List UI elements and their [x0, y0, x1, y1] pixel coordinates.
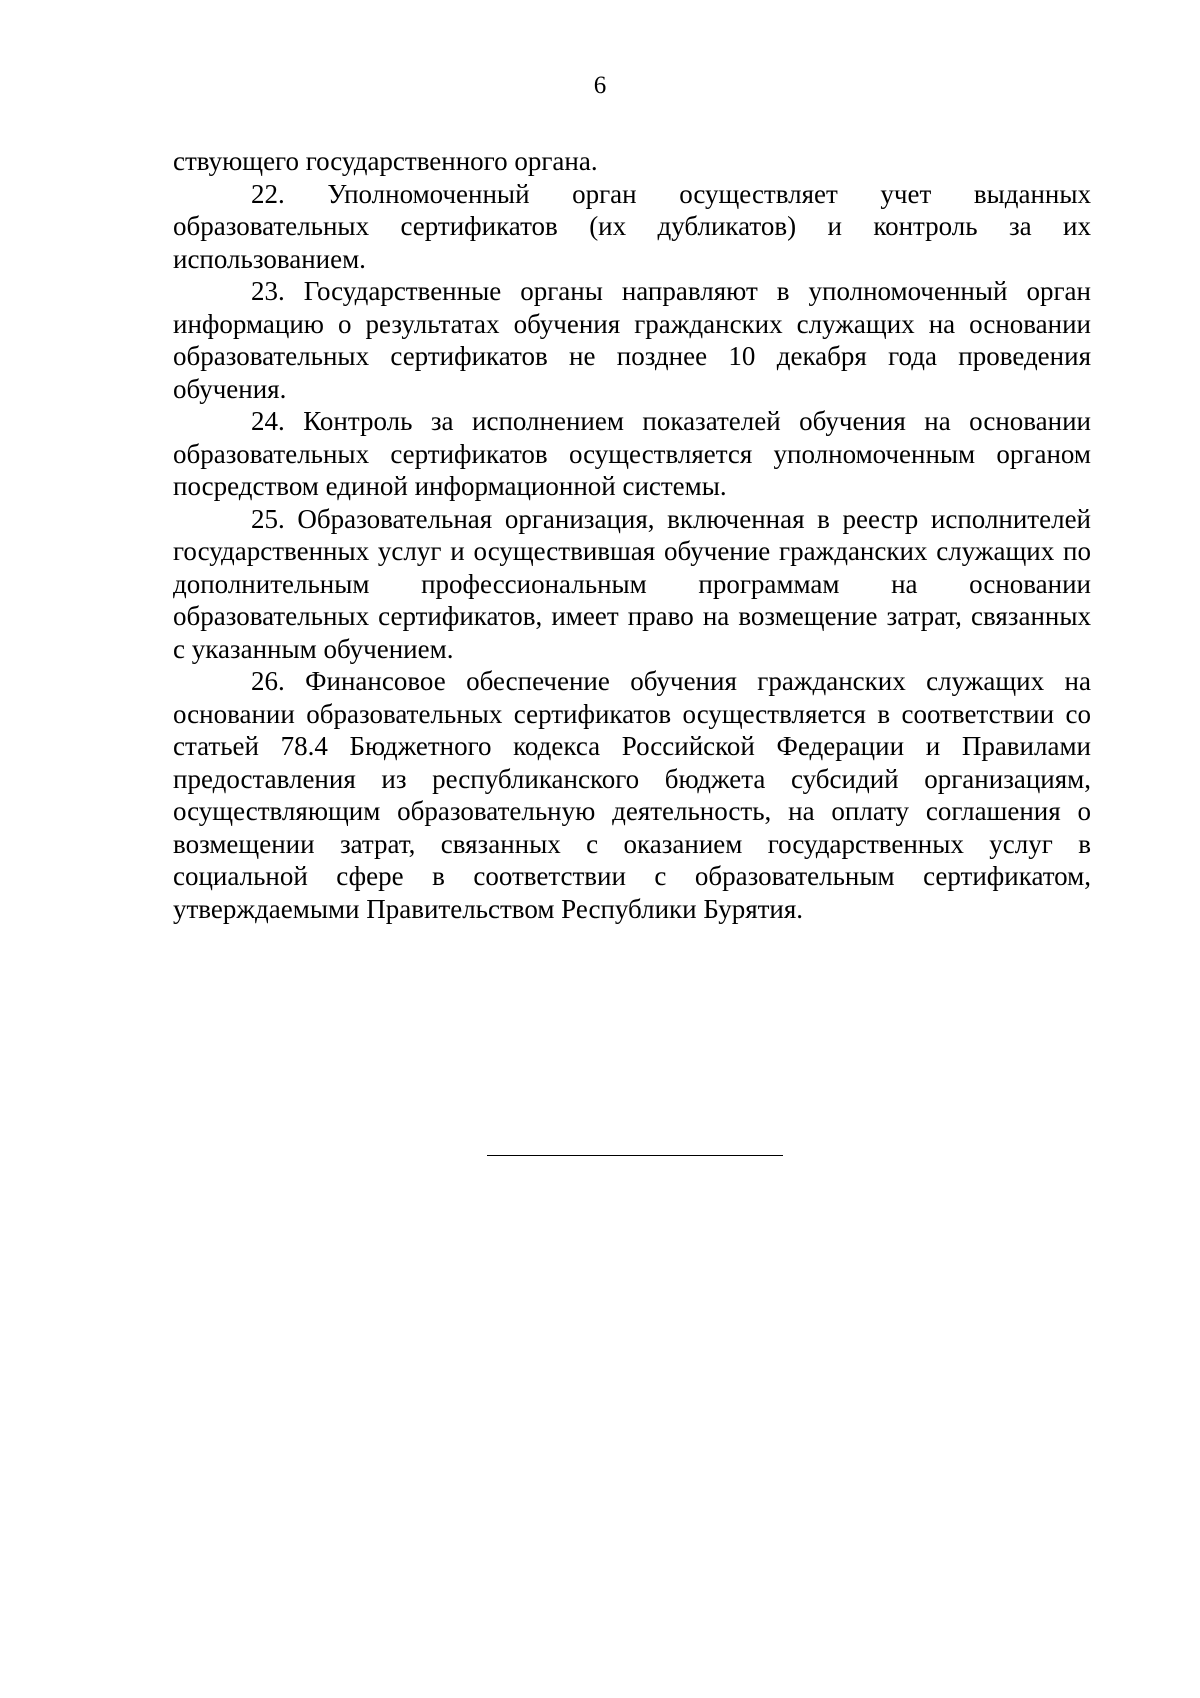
- paragraph-23: 23. Государственные органы направляют в уполномоченный орган информацию о результатах обучения гражданских служащих на основании образовательных сертификатов не позднее 10 декабря года проведения обучения.: [173, 276, 1091, 404]
- page-number: 6: [593, 72, 607, 99]
- end-of-document-rule: [487, 1155, 783, 1156]
- paragraph-22: 22. Уполномоченный орган осуществляет учет выданных образовательных сертификатов (их дубликатов) и контроль за их использованием.: [173, 178, 1091, 274]
- paragraph-24: 24. Контроль за исполнением показателей обучения на основании образовательных сертификатов осуществляется уполномоченным органом посредством единой информационной системы.: [173, 406, 1091, 501]
- document-body: [173, 145, 1091, 925]
- paragraph-continuation: ствующего государственного органа.: [173, 146, 598, 176]
- paragraph-26: 26. Финансовое обеспечение обучения гражданских служащих на основании образовательных сертификатов осуществляется в соответствии со статьей 78.4 Бюджетного кодекса Российской Федерации и Правилами предоставления из республиканского бюджета субсидий организациям, осуществляющим образовательную деятельность, на оплату соглашения о возмещении затрат, связанных с оказанием государственных услуг в социальной сфере в соответствии с образовательным сертификатом, утверждаемыми Правительством Республики Бурятия.: [173, 666, 1091, 924]
- paragraph-25: 25. Образовательная организация, включенная в реестр исполнителей государственных услуг и осуществившая обучение гражданских служащих по дополнительным профессиональным программам на основании образовательных сертификатов, имеет право на возмещение затрат, связанных с указанным обучением.: [173, 503, 1091, 664]
